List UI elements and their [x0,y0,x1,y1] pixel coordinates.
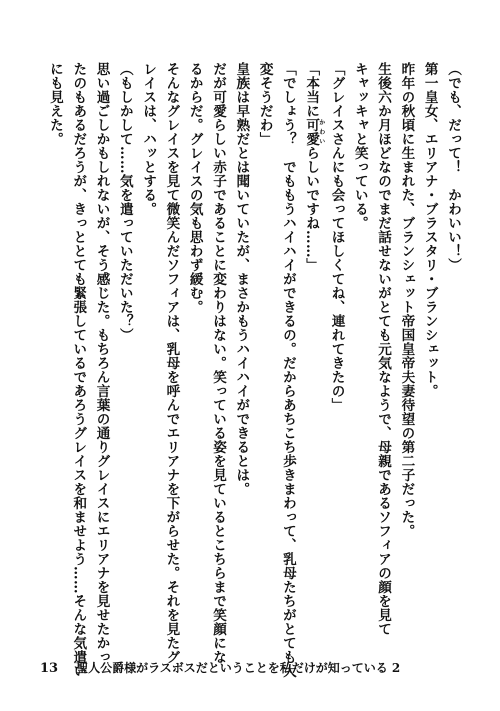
text-line-16: 思い過ごしかもしれないが、そう感じた。もちろん言葉の通りグレイスにエリアナを見せたかっ [93,62,110,664]
text-line-18: にも見えた。 [46,62,63,146]
text-line-10: 皇族は早熟だとは聞いていたが、まさかもうハイハイができるとは。 [233,62,250,496]
text-line-3: 昨年の秋頃に生まれた、ブランシェット帝国皇帝夫妻待望の第二子だった。 [398,62,415,538]
text-line-4: 生後六か月ほどなのでまだ話せないがとても元気なようで、母親であるソフィアの顔を見て [375,62,392,636]
text-line-17: たのもあるだろうが、きっととても緊張しているであろうグレイスを和ませよう……そんな気遣い [70,62,87,678]
text-line-11: だが可愛らしい赤子であることに変わりはない。笑っている姿を見ているとこちらまで笑顔にな [210,62,227,664]
page-footer [40,659,400,676]
ruby-line-7: 「本当に可愛かわいらしいですね……」 [303,62,325,272]
text-line-2: 第一皇女、エリアナ・ブラスタリ・ブランシェット。 [421,62,438,398]
text-line-1: （でも、だって！ かわいい！） [445,62,461,272]
text-line-9: 変そうだわ」 [256,62,273,146]
text-line-14: レイスは、ハッとする。 [140,62,157,216]
ruby-word: 可愛かわい [303,118,325,146]
ruby-reading: かわい [317,118,325,146]
text-line-6: 「グレイスさんにも会ってほしくてね、連れてきたの」 [328,62,345,412]
page-number: 13 [40,661,59,676]
text-line-12: るからだ。グレイスの気も思わず緩む。 [186,62,203,314]
book-title: 聖人公爵様がラスボスだということを私だけが知っている 2 [76,661,401,675]
text-line-5: キャッキャと笑っている。 [351,62,368,230]
text-line-8: 「でしょう？ でももうハイハイができるの。だからあちこち歩きまわって、乳母たちがとても大 [279,62,296,678]
text-line-13: そんなグレイスを見て微笑んだソフィアは、乳母を呼んでエリアナを下がらせた。それを見たグ [163,62,180,664]
text-line-15: （もしかして……気を遣っていただいた？） [116,62,133,342]
text-line-7 [299,62,324,622]
